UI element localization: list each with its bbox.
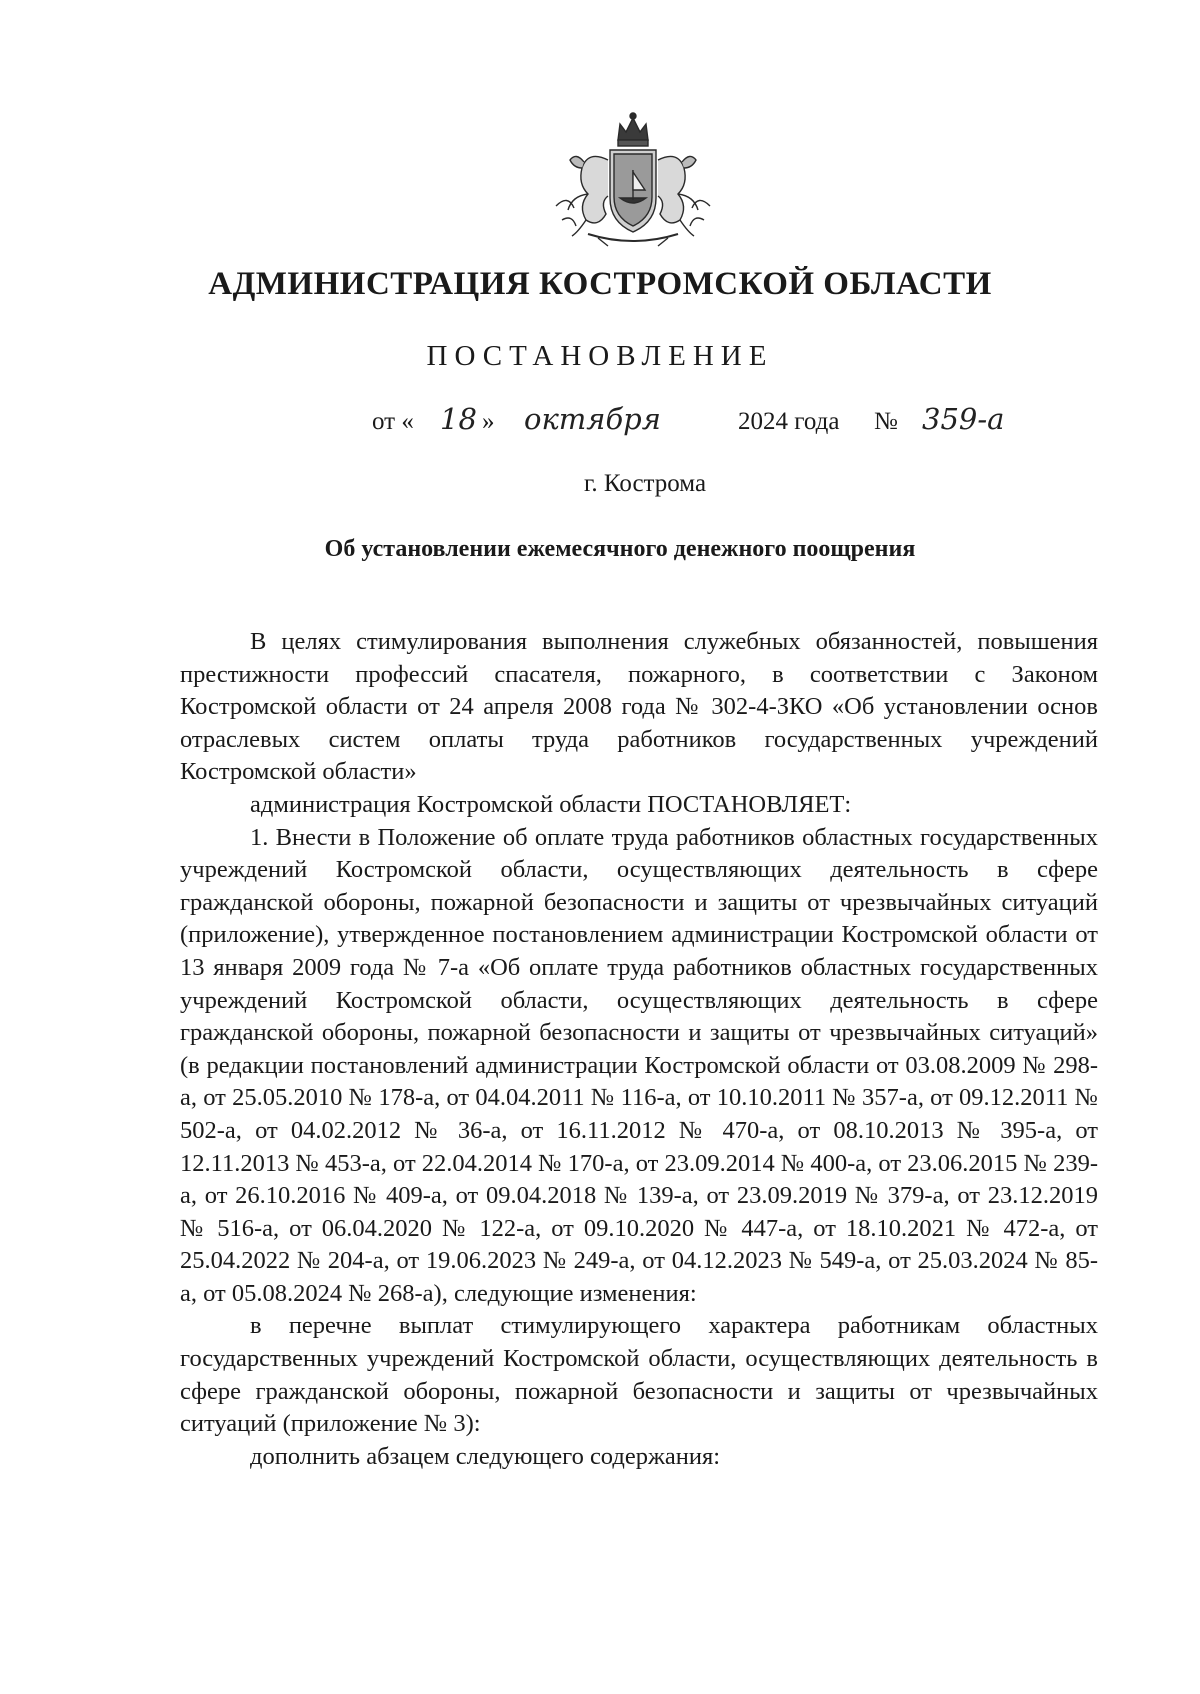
- document-body: [180, 626, 1098, 1473]
- coat-of-arms-emblem: [548, 110, 718, 250]
- document-number-handwritten: 359-а: [922, 402, 1005, 436]
- paragraph-supplement: дополнить абзацем следующего содержания:: [250, 1442, 721, 1470]
- paragraph-item-1: 1. Внести в Положение об оплате труда работников областных государственных учреждений Костромской области, осуществляющих деятельность в сфере гражданской обороны, пожарной безопасности и защиты от чрезвычайных ситуаций (приложение), утвержденное постановлением администрации Костромской области от 13 января 2009 года № 7-а «Об оплате труда работников областных государственных учреждений Костромской области, осуществляющих деятельность в сфере гражданской обороны, пожарной безопасности и защиты от чрезвычайных ситуаций» (в редакции постановлений администрации Костромской области от 03.08.2009 № 298-а, от 25.05.2010 № 178-а, от 04.04.2011 № 116-а, от 10.10.2011 № 357-а, от 09.12.2011 № 502-а, от 04.02.2012 № 36-а, от 16.11.2012 № 470-а, от 08.10.2013 № 395-а, от 12.11.2013 № 453-а, от 22.04.2014 № 170-а, от 23.09.2014 № 400-а, от 23.06.2015 № 239-а, от 26.10.2016 № 409-а, от 09.04.2018 № 139-а, от 23.09.2019 № 379-а, от 23.12.2019 № 516-а, от 06.04.2020 № 122-а, от 09.10.2020 № 447-а, от 18.10.2021 № 472-а, от 25.04.2022 № 204-а, от 19.06.2023 № 249-а, от 04.12.2023 № 549-а, от 25.03.2024 № 85-а, от 05.08.2024 № 268-а), следующие изменения:: [180, 823, 1098, 1307]
- organization-name: АДМИНИСТРАЦИЯ КОСТРОМСКОЙ ОБЛАСТИ: [208, 266, 992, 302]
- date-and-number-line: [372, 402, 1032, 442]
- paragraph-list-of-payments: в перечне выплат стимулирующего характера работникам областных государственных учреждений Костромской области, осуществляющих деятельность в сфере гражданской обороны, пожарной безопасности и защиты от чрезвычайных ситуаций (приложение № 3):: [180, 1312, 1098, 1438]
- document-type: ПОСТАНОВЛЕНИЕ: [426, 340, 774, 372]
- document-subject: Об установлении ежемесячного денежного поощрения: [324, 536, 916, 562]
- date-day-handwritten: 18: [440, 402, 477, 436]
- city-name: г. Кострома: [583, 470, 707, 497]
- date-close-quote: »: [482, 408, 495, 435]
- number-label: №: [874, 408, 898, 435]
- date-month-handwritten: октября: [524, 402, 661, 436]
- date-year: 2024 года: [738, 408, 840, 435]
- paragraph-resolves: администрация Костромской области ПОСТАНОВЛЯЕТ:: [250, 790, 852, 818]
- date-prefix: от «: [372, 408, 414, 435]
- paragraph-preamble: В целях стимулирования выполнения служебных обязанностей, повышения престижности профессий спасателя, пожарного, в соответствии с Законом Костромской области от 24 апреля 2008 года № 302-4-ЗКО «Об установлении основ отраслевых систем оплаты труда работников государственных учреждений Костромской области»: [180, 628, 1098, 786]
